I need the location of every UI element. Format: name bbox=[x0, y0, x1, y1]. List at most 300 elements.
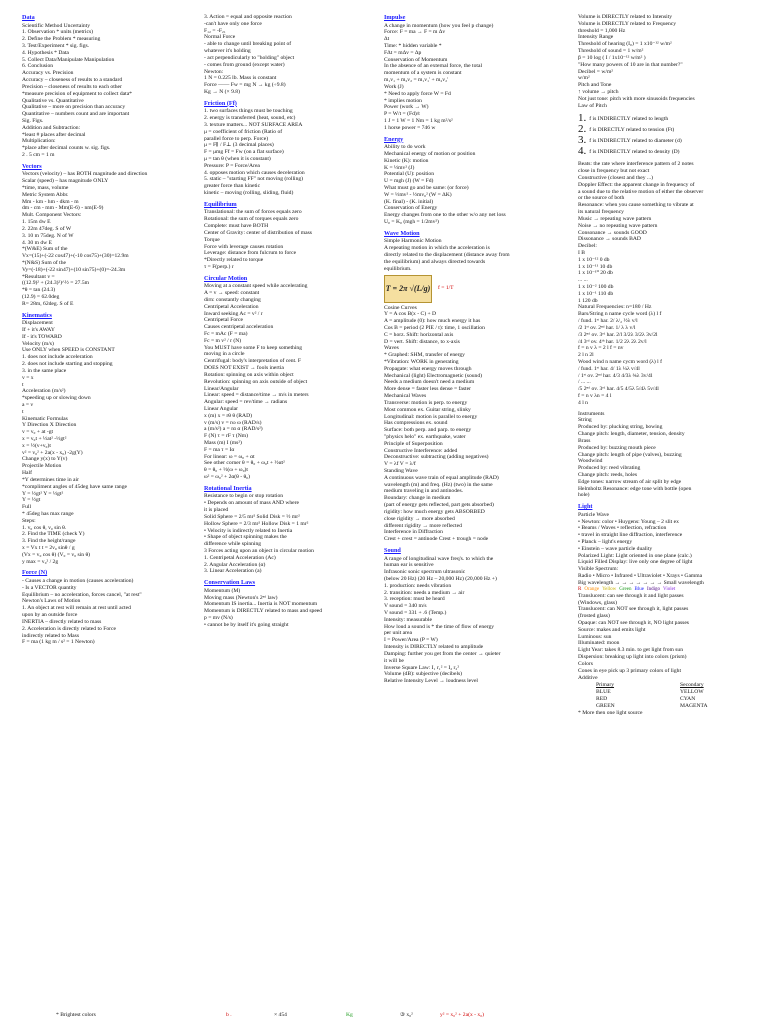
text-line: -can't have only one force bbox=[204, 20, 262, 27]
text-line: Revolution: spinning on axis outside of object bbox=[204, 378, 308, 385]
text-line: Sig. Figs. bbox=[22, 117, 44, 124]
text-line: Scientific Method Uncertainty bbox=[22, 22, 91, 29]
text-line: 3. 10 m 75deg. N of W bbox=[22, 232, 74, 239]
text-line: 2. Angular Acceleration (α) bbox=[204, 561, 266, 568]
text-line: Volume is DIRECTLY related to Frequency bbox=[578, 20, 677, 27]
section-title-data: Data bbox=[22, 14, 35, 21]
text-line: - act perpendicularly to "holding" object bbox=[204, 54, 295, 61]
conservation-lines bbox=[204, 588, 376, 629]
text-line: 2. Acceleration is directly related to Force bbox=[22, 625, 116, 632]
text-line: Surface: both perp. and parp. to energy bbox=[384, 427, 472, 434]
text-line: or the source of both bbox=[578, 195, 625, 202]
spectrum-yellow: Yellow bbox=[602, 586, 617, 592]
section-instruments bbox=[578, 411, 754, 500]
text-line: Produced by: reed vibrating bbox=[578, 465, 641, 472]
text-line: Mechanical energy of motion or position bbox=[384, 150, 476, 157]
pitch-law-4: 4. f is INDIRECTLY related to density (D) bbox=[578, 146, 680, 158]
text-line: / ... ... bbox=[578, 379, 591, 386]
section-title-friction: Friction (Ff) bbox=[204, 99, 237, 107]
text-line: β = 10 log ( I / 1x10⁻¹² w/m² ) bbox=[578, 54, 646, 61]
text-line: momentum of a system is constant bbox=[384, 70, 462, 77]
text-line: Intensity is DIRECTLY related to amplitude bbox=[384, 644, 484, 651]
text-line: 1. An object at rest will remain at rest until acted bbox=[22, 605, 131, 612]
text-line: Propagate: what energy moves through bbox=[384, 365, 472, 372]
text-line: 2. transition: needs a medium → air bbox=[384, 589, 465, 596]
text-line: Multiplication: bbox=[22, 138, 56, 145]
text-line: A continuous wave train of equal amplitude (RAD) bbox=[384, 474, 499, 481]
section-title-impulse: Impulse bbox=[384, 14, 406, 21]
text-line: 3. Linear Acceleration (a) bbox=[204, 568, 262, 575]
text-line: (12.9) = 62.0deg bbox=[22, 294, 60, 300]
text-line: Translucent: can NOT see through it, light passes bbox=[578, 606, 689, 613]
text-line: Change pitch: reeds, holes bbox=[578, 471, 638, 478]
text-line: Resonance: when you cause something to vibrate at bbox=[578, 202, 694, 209]
text-line: Constructive Interference: added bbox=[384, 447, 458, 454]
text-line: U₀ = K₀ (mgh = 1/2mv²) bbox=[384, 219, 439, 226]
text-line: Momentum (M) bbox=[204, 587, 241, 594]
section-friction bbox=[204, 100, 376, 197]
text-line: R= 28m, 62deg. S of E bbox=[22, 300, 74, 307]
text-line: A change in momentum (how you feel p change) bbox=[384, 22, 494, 29]
text-line: 3. Find the height/range bbox=[22, 538, 76, 545]
text-line: Natural Frequencies: n=180 / Hz bbox=[578, 304, 652, 311]
text-line: kinetic – moving (rolling, sliding, fluid) bbox=[204, 190, 294, 197]
text-line: Deconstructive: subtracting (adding negatives) bbox=[384, 454, 489, 461]
text-line: hole) bbox=[578, 492, 590, 499]
text-line: DOES NOT EXIST → fools inertia bbox=[204, 365, 284, 372]
pendulum-formula-row bbox=[384, 275, 570, 303]
text-line: Liquid Filled Display: live only one degree of light bbox=[578, 559, 693, 566]
text-line: If + it's AWAY bbox=[22, 327, 55, 333]
text-line: μ = coefficient of friction (Ratio of bbox=[204, 128, 283, 135]
footer-note-d: Kg bbox=[346, 1012, 353, 1018]
text-line: Intensity Range bbox=[578, 34, 614, 41]
text-line: (Vx = v₀ cos θ) (V₀ = v₀ sin θ) bbox=[22, 551, 91, 558]
text-line: *time, mass, volume bbox=[22, 185, 69, 191]
text-line: Conservation of Energy bbox=[384, 205, 438, 212]
text-line: 1. 15m dw E bbox=[22, 219, 51, 226]
text-line: Use ONLY when SPEED is CONSTANT bbox=[22, 347, 115, 354]
section-impulse bbox=[384, 14, 570, 132]
text-line: Colors bbox=[578, 660, 593, 667]
text-line: D = vert. Shift: distance, to x-axis bbox=[384, 338, 460, 345]
text-line: 3. in the same place bbox=[22, 367, 67, 374]
section-rotational-inertia bbox=[204, 485, 376, 575]
text-line: Force: F = ma → F = m Δv bbox=[384, 29, 446, 36]
section-energy bbox=[384, 136, 570, 226]
text-line: p = mv (N/s) bbox=[204, 615, 233, 621]
text-line: 1 120 db bbox=[578, 297, 598, 304]
text-line: μ = tan θ (when it is constant) bbox=[204, 156, 271, 162]
text-line: *Directly related to torque bbox=[204, 257, 264, 264]
spectrum-orange: Orange bbox=[584, 586, 600, 592]
text-line: *speeding up or slowing down bbox=[22, 395, 91, 402]
text-line: Doppler Effect: the apparent change in frequency of bbox=[578, 181, 695, 188]
text-line: Edge tones: narrow stream of air split by edge bbox=[578, 478, 682, 485]
text-line: V sound = 331 + .6 (Temp.) bbox=[384, 610, 447, 616]
column-2 bbox=[204, 14, 376, 633]
cosine-lines bbox=[384, 305, 570, 543]
text-line: v = v₀ + at -gt bbox=[22, 429, 54, 436]
text-line: Interference in Diffraction bbox=[384, 529, 443, 536]
text-line: per unit area bbox=[384, 630, 412, 637]
text-line: F = ma τ = Iα bbox=[204, 446, 235, 453]
text-line: 2 l n 2l bbox=[578, 352, 594, 359]
section-sound bbox=[384, 547, 570, 685]
text-line: τ = F(perp.) r bbox=[204, 263, 234, 270]
friction-lines bbox=[204, 108, 376, 197]
text-line: the equilibrium) and always directed towards bbox=[384, 258, 486, 265]
text-line: Addition and Subtraction: bbox=[22, 124, 81, 131]
text-line: x (m) x = rθ θ (RAD) bbox=[204, 412, 252, 419]
text-line: A = amplitude (0): how much energy it has bbox=[384, 318, 481, 325]
text-line: Needs a medium doesn't need a medium bbox=[384, 379, 475, 386]
text-line: Pressure: P = Force/Area bbox=[204, 162, 260, 169]
text-line: Threshold of sound = 1 w/m² bbox=[578, 48, 644, 55]
text-line: Has compressions ex. sound bbox=[384, 420, 448, 427]
footer-note-a: * Brightest colors bbox=[56, 1012, 96, 1018]
text-line: Threshold of hearing (I₀) = 1 x10⁻¹² w/m² bbox=[578, 41, 672, 48]
text-line: a sound due to the relative motion of either the observer bbox=[578, 188, 704, 195]
rotational-inertia-lines bbox=[204, 493, 376, 575]
text-line: difference while spinning bbox=[204, 541, 262, 548]
text-line: (Windows, glass) bbox=[578, 599, 617, 606]
text-line: Change pitch: length of pipe (valves), buzzing bbox=[578, 451, 682, 458]
text-line: *compliment angles of 45deg have same range bbox=[22, 483, 128, 490]
section-vectors bbox=[22, 163, 197, 308]
text-line: * Graphed: SHM, transfer of energy bbox=[384, 352, 465, 359]
text-line: ... ... bbox=[578, 277, 588, 284]
text-line: Rotational: the sum of torques equals zero bbox=[204, 216, 299, 223]
text-line: Wood wind n name cycm word (λ) l f bbox=[578, 358, 662, 365]
text-line: (below 20 Hz) (20 Hz – 20,000 Hz) (20,000 Hz +) bbox=[384, 575, 497, 582]
text-line: 4. Hypothesis * Data bbox=[22, 49, 69, 56]
text-line: "physics helo" ex. earthquake, water bbox=[384, 433, 466, 440]
color-secondary-2: CYAN bbox=[680, 695, 696, 702]
text-line: Mult. Component Vectors: bbox=[22, 212, 82, 219]
text-line: Qualitative vs. Quantitative bbox=[22, 97, 84, 104]
footer-note-b: b . bbox=[226, 1012, 232, 1018]
text-line: Accuracy – closeness of results to a standard bbox=[22, 77, 123, 84]
text-line: 1. two surfaces things must be touching bbox=[204, 108, 293, 115]
text-line: 1. production: needs vibration bbox=[384, 582, 452, 589]
text-line: it will be bbox=[384, 657, 404, 664]
text-line: dm - cm - mm - Mm(E-6) - nm(E-9) bbox=[22, 205, 104, 212]
text-line: Cosine Curves bbox=[384, 304, 417, 311]
text-line: Infrasonic sonic spectrum ultrasonic bbox=[384, 569, 466, 576]
text-line: Y Direction X Direction bbox=[22, 422, 77, 429]
energy-lines bbox=[384, 144, 570, 226]
text-line: Produced by: plucking string, bowing bbox=[578, 424, 663, 431]
text-line: 2 . 5 cm = 1 m bbox=[22, 152, 55, 158]
footer-note-f: y² = x₀² + 2a(x - x₀) bbox=[440, 1012, 485, 1018]
text-line: Normal Force bbox=[204, 34, 236, 41]
text-line: 1 horse power = 746 w bbox=[384, 124, 436, 131]
color-secondary-3: MAGENTA bbox=[680, 702, 708, 709]
text-line: String bbox=[578, 417, 592, 424]
colors-header-primary: Primary bbox=[596, 682, 615, 689]
colors-table bbox=[596, 681, 754, 709]
text-line: /2 1ˢᵗ ov. 2ⁿᵈ har. 1/ λ λ v/l bbox=[578, 324, 636, 331]
text-line: Principle of Superposition bbox=[384, 440, 443, 447]
text-line: Y = ½gt² Y = ½gt² bbox=[22, 490, 64, 497]
text-line: Work (J) bbox=[384, 83, 404, 90]
text-line: Conservation of Momentum bbox=[384, 56, 448, 63]
text-line: Transverse: motion is perp. to energy bbox=[384, 399, 468, 406]
text-line: *Y determines time in air bbox=[22, 476, 79, 483]
text-line: 4. opposes motion which causes deceleration bbox=[204, 169, 305, 176]
spectrum-violet: Violet bbox=[663, 586, 676, 592]
section-equilibrium bbox=[204, 201, 376, 271]
text-line: t bbox=[22, 381, 24, 388]
text-line: Constructive (closest and they ...) bbox=[578, 175, 654, 181]
text-line: 3. Action = equal and opposite reaction bbox=[204, 14, 292, 20]
text-line: 3. texture matters... NOT SURFACE AREA bbox=[204, 121, 303, 128]
text-line: Kinetic (K): motion bbox=[384, 157, 429, 164]
text-line: 1. v₀ cos θ, v₀ sin θ. bbox=[22, 524, 67, 531]
text-line: Force —— Fw = mg N → kg (÷9.8) bbox=[204, 82, 286, 89]
text-line: • Depends on amount of mass AND where bbox=[204, 500, 300, 507]
text-line: Metric System Abbr. bbox=[22, 191, 69, 198]
text-line: - Is a VECTOR quantity bbox=[22, 584, 77, 591]
text-line: See other corner θ = θ₀ + ω₀t + ½αt² bbox=[204, 460, 285, 467]
text-line: - comes from ground (except water) bbox=[204, 61, 285, 68]
wave-motion-lines bbox=[384, 238, 570, 272]
text-line: moving in a circle bbox=[204, 351, 245, 358]
data-lines bbox=[22, 23, 197, 159]
text-line: upon by an outside force bbox=[22, 612, 78, 619]
text-line: Volume is DIRECTLY related to Intensity bbox=[578, 14, 673, 20]
text-line: Linear Angular bbox=[204, 405, 239, 412]
text-line: v (m/s) v = rω ω (RAD/s) bbox=[204, 419, 262, 426]
text-line: ↑ volume → pitch bbox=[578, 88, 619, 95]
kinematics-lines bbox=[22, 320, 197, 565]
text-line: Linear/Angular bbox=[204, 385, 239, 392]
text-line: Causes centripetal acceleration bbox=[204, 324, 274, 331]
text-line: Newton: bbox=[204, 68, 224, 75]
text-line: Particle Wave bbox=[578, 511, 609, 518]
text-line: Translational: the sum of forces equals zero bbox=[204, 209, 302, 216]
text-line: Resistance to begin or stop rotation bbox=[204, 493, 284, 500]
column-4 bbox=[578, 14, 754, 720]
section-title-rotational-inertia: Rotational Inertia bbox=[204, 484, 252, 492]
text-line: Y = ½gt bbox=[22, 497, 41, 504]
section-circular bbox=[204, 275, 376, 481]
text-line: Y = A cos B(x - C) + D bbox=[384, 311, 437, 318]
text-line: Bars/String n name cycle word (λ) l f bbox=[578, 311, 662, 318]
text-line: (frosted glass) bbox=[578, 613, 610, 620]
text-line: 2. energy is transferred (heat, sound, etc) bbox=[204, 115, 296, 122]
text-line: If - it's TOWARD bbox=[22, 333, 62, 340]
text-line: Instruments bbox=[578, 410, 605, 417]
spectrum-blue: Blue bbox=[634, 586, 644, 592]
text-line: Steps: bbox=[22, 517, 36, 524]
text-line: * implies motion bbox=[384, 97, 422, 104]
text-line: 1 x 10⁻² 100 db bbox=[578, 284, 614, 290]
text-line: 6. Conclusion bbox=[22, 63, 54, 70]
spectrum-red: R bbox=[578, 586, 582, 592]
equilibrium-lines bbox=[204, 209, 376, 270]
text-line: ω² = ω₀² + 2α(θ - θ₀) bbox=[204, 474, 250, 481]
text-line: Noise → no repeating wave pattern bbox=[578, 222, 658, 229]
text-line: Δt bbox=[384, 36, 390, 43]
text-line: (part of energy gets reflected, part gets absorbed) bbox=[384, 502, 494, 509]
text-line: In the absence of an external force, the total bbox=[384, 63, 482, 70]
text-line: Displacement bbox=[22, 320, 53, 327]
text-line: threshold = 1,000 Hz bbox=[578, 27, 626, 34]
text-line: Boundary: change in medium bbox=[384, 495, 451, 502]
text-line: Music → repeating wave pattern bbox=[578, 215, 652, 222]
text-line: 4 l n bbox=[578, 399, 588, 406]
text-line: 2. 22m 47deg. S of W bbox=[22, 225, 72, 232]
text-line: Potential (U): position bbox=[384, 171, 435, 178]
vectors-lines bbox=[22, 171, 197, 307]
text-line: Kinematic Formulas bbox=[22, 415, 68, 422]
text-line: V sound = 340 m/s bbox=[384, 603, 427, 610]
text-line: Additive bbox=[578, 674, 598, 681]
text-line: Polarized Light: Light oriented in one plane (calc.) bbox=[578, 552, 692, 559]
text-line: P = W/t = (Fd)/t bbox=[384, 111, 420, 118]
text-line: Momentum IS inertia... Inertia is NOT momentum bbox=[204, 601, 318, 608]
text-line: Change y(x) to Y(v) bbox=[22, 456, 68, 463]
text-line: Cones in eye pick up 3 primary colors of light bbox=[578, 667, 681, 674]
text-line: 1 x 10⁻¹ 110 db bbox=[578, 290, 614, 297]
text-line: Mass (m) I (ms²) bbox=[204, 440, 242, 446]
text-line: Rotation: spinning on axis within object bbox=[204, 371, 294, 378]
frequency-formula: f = 1/T bbox=[438, 285, 454, 292]
text-line: y max = v₀² / 2g bbox=[22, 558, 59, 565]
section-volume bbox=[578, 14, 754, 109]
text-line: Volume (dB): subjective (decibels) bbox=[384, 671, 463, 678]
text-line: • cannot be by itself it's going straight bbox=[204, 621, 289, 628]
text-line: Vy=(-18)+(-22 sin47)+(10 sin75)+(0)=-24.3m bbox=[22, 266, 126, 273]
text-line: Leverage: distance from fulcrum to force bbox=[204, 250, 297, 257]
text-line: F₁₂ = -F₂₁ bbox=[204, 27, 226, 34]
text-line: v² = v₀² + 2a(x - x₀) -2g(Y) bbox=[22, 449, 83, 456]
section-title-sound: Sound bbox=[384, 546, 401, 554]
text-line: directly related to the displacement (distance away from bbox=[384, 252, 510, 259]
color-secondary-1: YELLOW bbox=[680, 689, 704, 696]
text-line: Qualitative – more on precision than accuracy bbox=[22, 104, 126, 111]
text-line: More dense = faster less dense = faster bbox=[384, 386, 471, 393]
section-newton3 bbox=[204, 14, 376, 96]
text-line: Relative Intensity Level → loudness level bbox=[384, 678, 478, 685]
text-line: Dissonance → sounds BAD bbox=[578, 236, 641, 243]
text-line: Light Year: takes 8.3 min. to get light from sun bbox=[578, 647, 684, 654]
text-line: 1 J = 1 W = 1 Nm = 1 kg m²/s² bbox=[384, 117, 453, 124]
impulse-lines bbox=[384, 23, 570, 132]
text-line: different rigidity → more reflected bbox=[384, 522, 462, 529]
text-line: Torque bbox=[204, 236, 220, 243]
text-line: f = n v λn = 4 l bbox=[578, 393, 612, 399]
text-line: Velocity (m/s) bbox=[22, 340, 54, 347]
text-line: Consonance → sounds GOOD bbox=[578, 229, 647, 236]
text-line: equilibrium. bbox=[384, 265, 412, 272]
section-title-wave-motion: Wave Motion bbox=[384, 229, 420, 237]
text-line: Inverse Square Law: I₁ r₁² = I₂ r₂² bbox=[384, 664, 460, 671]
color-primary-2: RED bbox=[596, 695, 608, 702]
text-line: A = v → speed: constant bbox=[204, 290, 260, 297]
sound-lines bbox=[384, 556, 570, 685]
text-line: Angular: speed = rev/time → radians bbox=[204, 399, 288, 406]
text-line: Acceleration (m/s²) bbox=[22, 388, 66, 395]
text-line: 1 x 10⁻¹⁰ 20 db bbox=[578, 270, 613, 277]
text-line: x = Vx t t = 2v₀ sinθ / g bbox=[22, 545, 75, 551]
text-line: Energy changes from one to the other w/o any net loss bbox=[384, 212, 506, 219]
text-line: (K. final) - (K. initial) bbox=[384, 198, 434, 205]
text-line: Standing Wave bbox=[384, 468, 418, 474]
instruments-lines bbox=[578, 411, 754, 500]
text-line: Not just tone: pitch with more sinusoids frequencies bbox=[578, 95, 695, 102]
text-line: / 1ˢᵗ ov. 2ⁿᵈ har. 4/3 4/3λ ¾λ 3v/4l bbox=[578, 372, 653, 379]
text-line: v = x bbox=[22, 374, 34, 381]
text-line: V = λf V = λ/f bbox=[384, 461, 416, 468]
text-line: 3. reception: must be heard bbox=[384, 596, 445, 603]
section-conservation bbox=[204, 579, 376, 628]
text-line: *Vibration: WORK in generating bbox=[384, 359, 459, 365]
text-line: 2. Find the TIME (check Y) bbox=[22, 531, 85, 538]
text-line: Simple Harmonic Motion bbox=[384, 238, 442, 245]
text-line: Pitch and Tone bbox=[578, 82, 612, 89]
text-line: Big wavelength → → → → → → → Small wavelength bbox=[578, 579, 704, 586]
text-line: *place after decimal counts w. sig. figs. bbox=[22, 145, 111, 152]
column-1 bbox=[22, 14, 197, 650]
text-line: Equilibrium – no acceleration, forces cancel, "at rest" bbox=[22, 591, 142, 598]
text-line: 4. 30 m dw E bbox=[22, 239, 52, 246]
text-line: A repeating motion in which the acceleration is bbox=[384, 245, 490, 252]
text-line: Longitudinal: motion is parallel to energy bbox=[384, 413, 478, 420]
text-line: / fund. 1ˢᵗ har. 2/ λ/₂ ½λ v/l bbox=[578, 318, 638, 325]
text-line: A range of longitudinal wave freq's. to which the bbox=[384, 555, 494, 562]
text-line: FΔt = mΔv = Δp bbox=[384, 49, 422, 56]
text-line: t bbox=[22, 408, 24, 415]
text-line: 1 N = 0.225 lb. Mass is constant bbox=[204, 75, 277, 82]
text-line: - Causes a change in motion (causes acceleration) bbox=[22, 578, 134, 584]
text-line: Law of Pitch bbox=[578, 102, 607, 109]
section-data bbox=[22, 14, 197, 159]
text-line: You MUST have some F to keep something bbox=[204, 344, 302, 351]
section-title-light: Light bbox=[578, 503, 593, 511]
text-line: Inward seeking Ac = v² / r bbox=[204, 310, 263, 317]
text-line: • Shape of object spinning makes the bbox=[204, 534, 287, 541]
text-line: Source: makes and emits light bbox=[578, 626, 646, 633]
text-line: *θ = tan (24.3) bbox=[22, 287, 56, 294]
text-line: Translucent: can see through it and light passes bbox=[578, 592, 684, 599]
text-line: For linear: ω = ω₀ + αt bbox=[204, 453, 255, 460]
text-line: Hollow Sphere = 2/3 mr² Hollow Disk = 1 mr² bbox=[204, 520, 309, 527]
text-line: W = ½mv² - ½mv₀² (W = ΔK) bbox=[384, 191, 452, 198]
section-beats bbox=[578, 161, 754, 406]
text-line: Crest + crest = antinode Crest + trough = node bbox=[384, 536, 489, 543]
text-line: Damping: further you get from the center → quieter bbox=[384, 650, 501, 657]
text-line: it is placed bbox=[204, 507, 229, 514]
text-line: Moving mass (Newton's 2ⁿᵈ law) bbox=[204, 594, 278, 601]
text-line: rigidity: how much energy gets ABSORBED bbox=[384, 508, 485, 515]
text-line: x = v₀t + ½at² -½gt² bbox=[22, 436, 67, 442]
text-line: I = Power/Area (P = W) bbox=[384, 637, 438, 644]
text-line: /5 2ⁿᵈ ov. 3ʳᵈ har. 4/5 4/5λ 5/4λ 5v/4l bbox=[578, 386, 659, 393]
text-line: I B bbox=[578, 249, 585, 256]
text-line: human ear is sensitive bbox=[384, 562, 434, 569]
text-line: * 45deg has max range bbox=[22, 510, 74, 517]
section-pitch-laws bbox=[578, 113, 754, 157]
text-line: medium traveling in and antinodes. bbox=[384, 488, 464, 495]
newton3-lines bbox=[204, 14, 376, 96]
text-line: Opaque: can NOT see through it, NO light passes bbox=[578, 620, 689, 627]
text-line: • Planck – light's energy bbox=[578, 539, 633, 545]
text-line: Decibel = w/m² bbox=[578, 68, 613, 75]
text-line: How loud a sound is * the time of flow of energy bbox=[384, 623, 495, 630]
